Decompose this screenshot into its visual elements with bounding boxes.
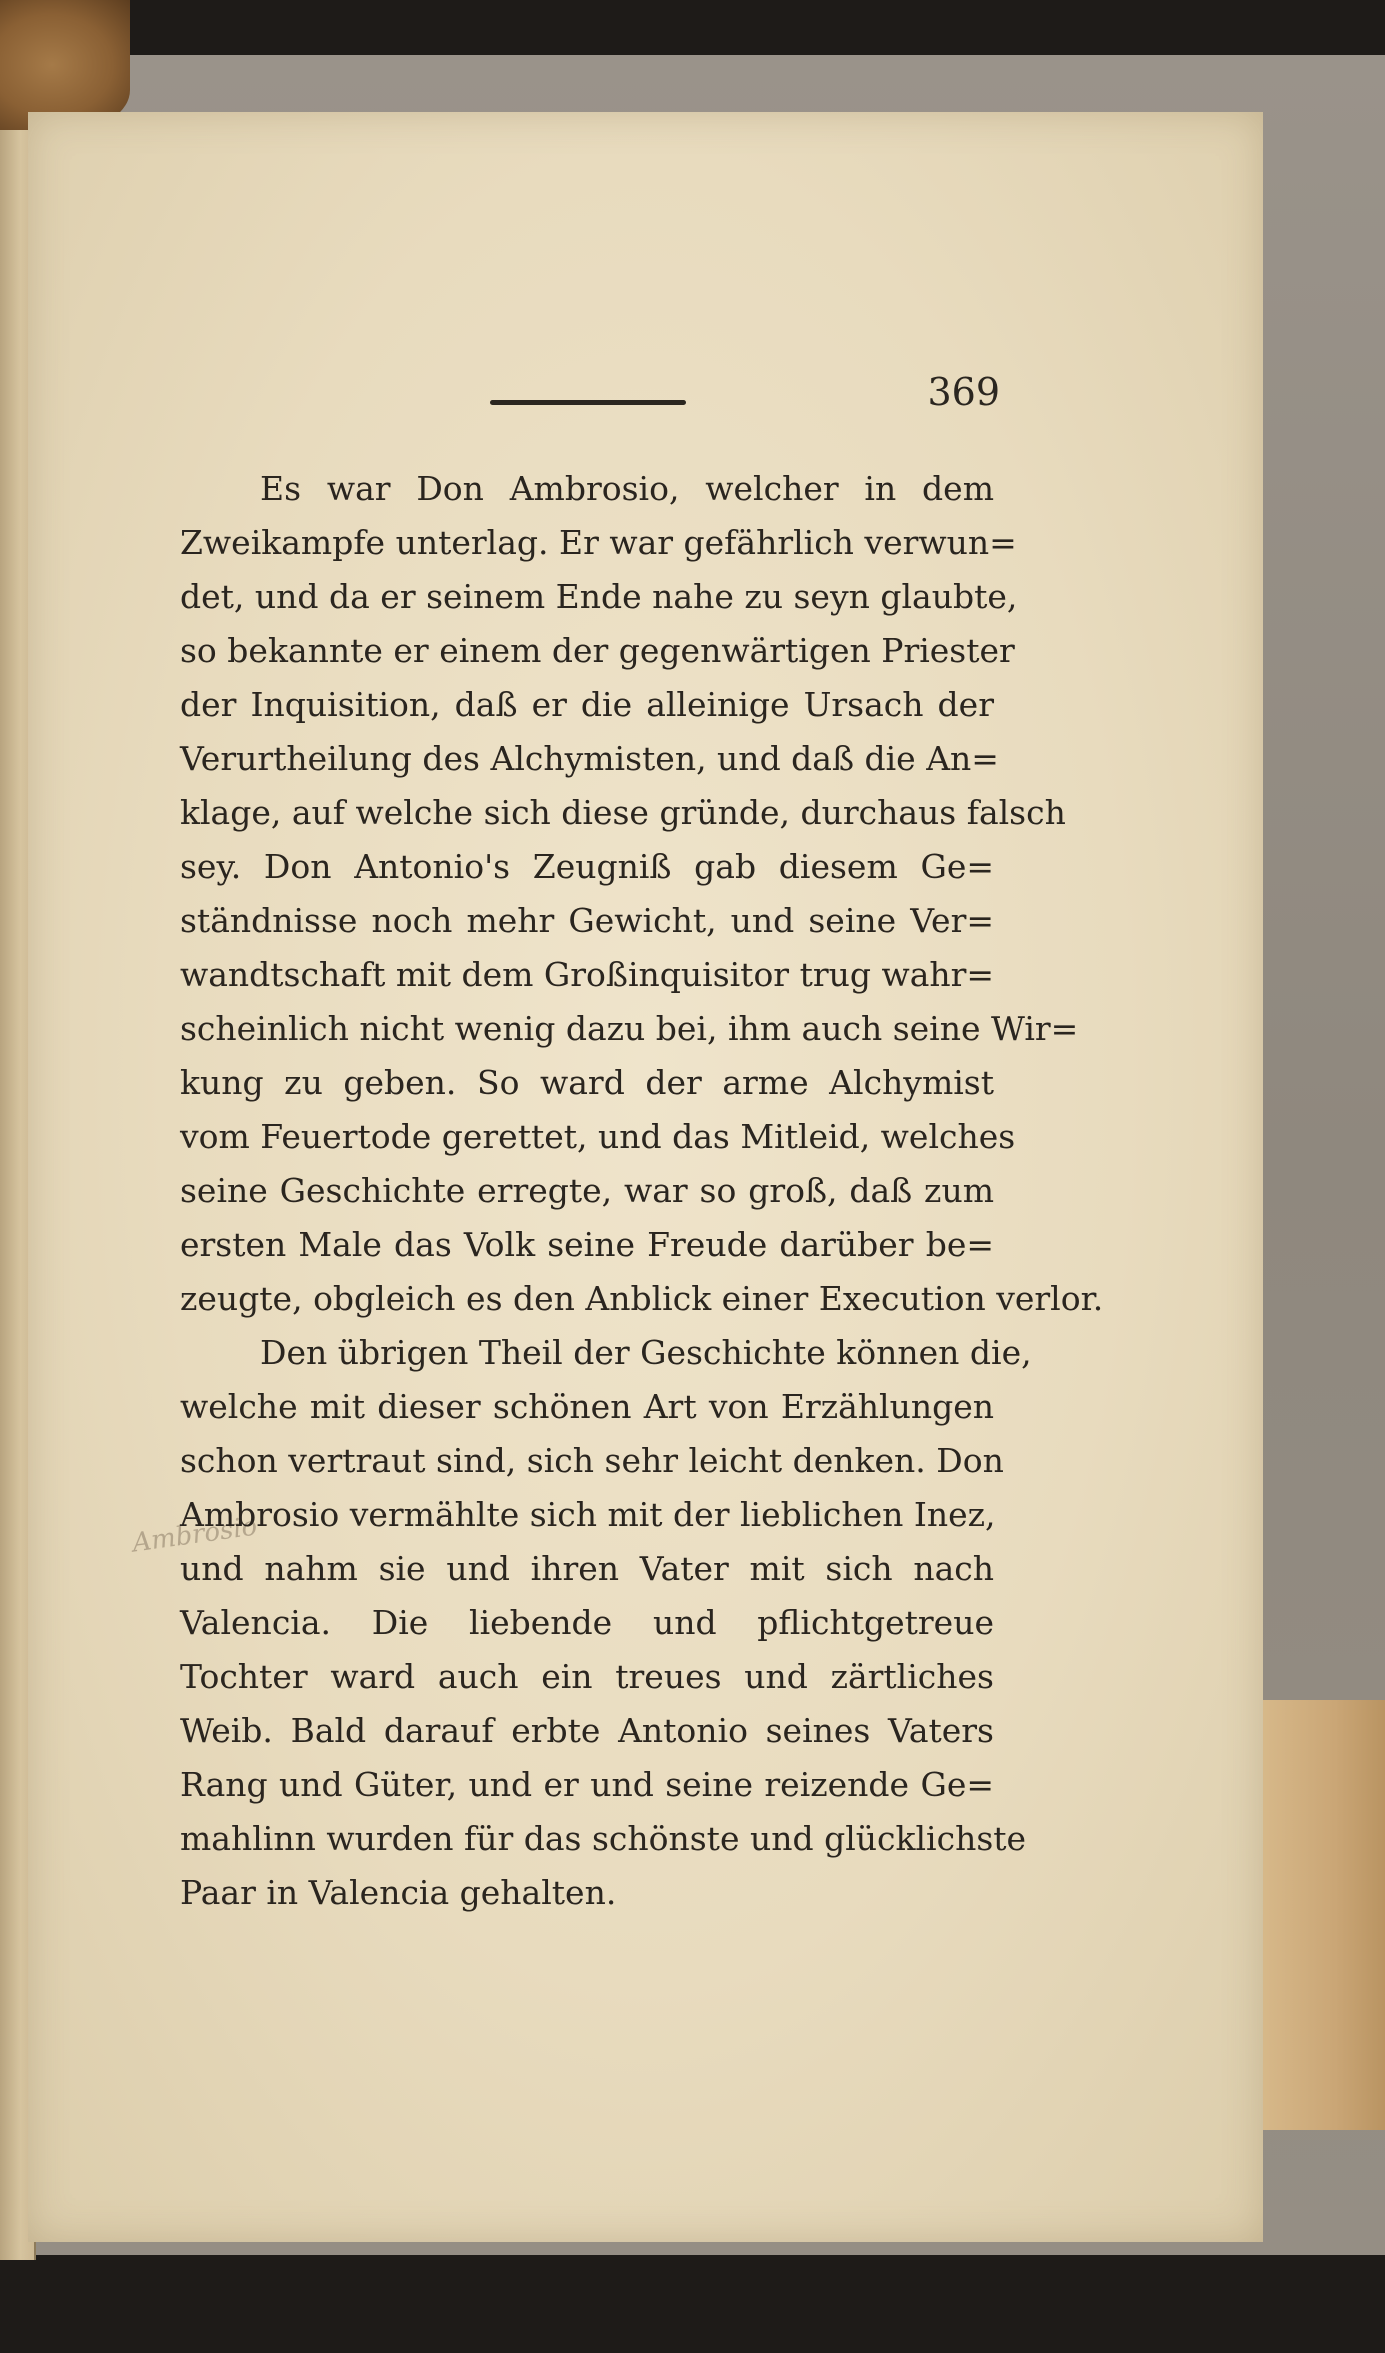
text-line: Tochter ward auch ein treues und zärtliches (180, 1657, 994, 1696)
text-line: kung zu geben. So ward der arme Alchymist (180, 1063, 994, 1102)
underlying-page-edge (1260, 1700, 1385, 2130)
text-line: klage, auf welche sich diese gründe, durchaus falsch (180, 793, 1066, 832)
text-line: ersten Male das Volk seine Freude darüber be= (180, 1225, 994, 1264)
text-line: Zweikampfe unterlag. Er war gefährlich verwun= (180, 523, 1017, 562)
text-line: Verurtheilung des Alchymisten, und daß die An= (180, 739, 999, 778)
text-line: Es war Don Ambrosio, welcher in dem (260, 469, 994, 508)
body-text (180, 462, 1104, 1920)
text-line: Weib. Bald darauf erbte Antonio seines Vaters (180, 1711, 994, 1750)
text-line: mahlinn wurden für das schönste und glücklichste (180, 1819, 1027, 1858)
margin-note: Ambrosio (130, 1511, 259, 1559)
text-line: ständnisse noch mehr Gewicht, und seine Ver= (180, 901, 994, 940)
text-line: Paar in Valencia gehalten. (180, 1873, 617, 1912)
text-line: vom Feuertode gerettet, und das Mitleid, welches (180, 1117, 1016, 1156)
text-line: schon vertraut sind, sich sehr leicht denken. Don (180, 1441, 1004, 1480)
text-line: scheinlich nicht wenig dazu bei, ihm auch seine Wir= (180, 1009, 1079, 1048)
text-line: Den übrigen Theil der Geschichte können die, (260, 1333, 1032, 1372)
text-line: det, und da er seinem Ende nahe zu seyn glaubte, (180, 577, 1018, 616)
text-line: seine Geschichte erregte, war so groß, daß zum (180, 1171, 994, 1210)
text-line: Valencia. Die liebende und pflichtgetreue (180, 1603, 994, 1642)
text-line: Rang und Güter, und er und seine reizende Ge= (180, 1765, 994, 1804)
text-line: wandtschaft mit dem Großinquisitor trug wahr= (180, 955, 995, 994)
header-rule (490, 400, 686, 405)
text-line: so bekannte er einem der gegenwärtigen Priester (180, 631, 1015, 670)
tape-residue (0, 0, 130, 130)
text-line: der Inquisition, daß er die alleinige Ursach der (180, 685, 994, 724)
text-line: und nahm sie und ihren Vater mit sich nach (180, 1549, 994, 1588)
text-line: sey. Don Antonio's Zeugniß gab diesem Ge= (180, 847, 994, 886)
text-line: Ambrosio vermählte sich mit der lieblichen Inez, (180, 1495, 996, 1534)
page-number: 369 (927, 370, 1000, 414)
text-line: zeugte, obgleich es den Anblick einer Execution verlor. (180, 1279, 1104, 1318)
text-line: welche mit dieser schönen Art von Erzählungen (180, 1387, 994, 1426)
